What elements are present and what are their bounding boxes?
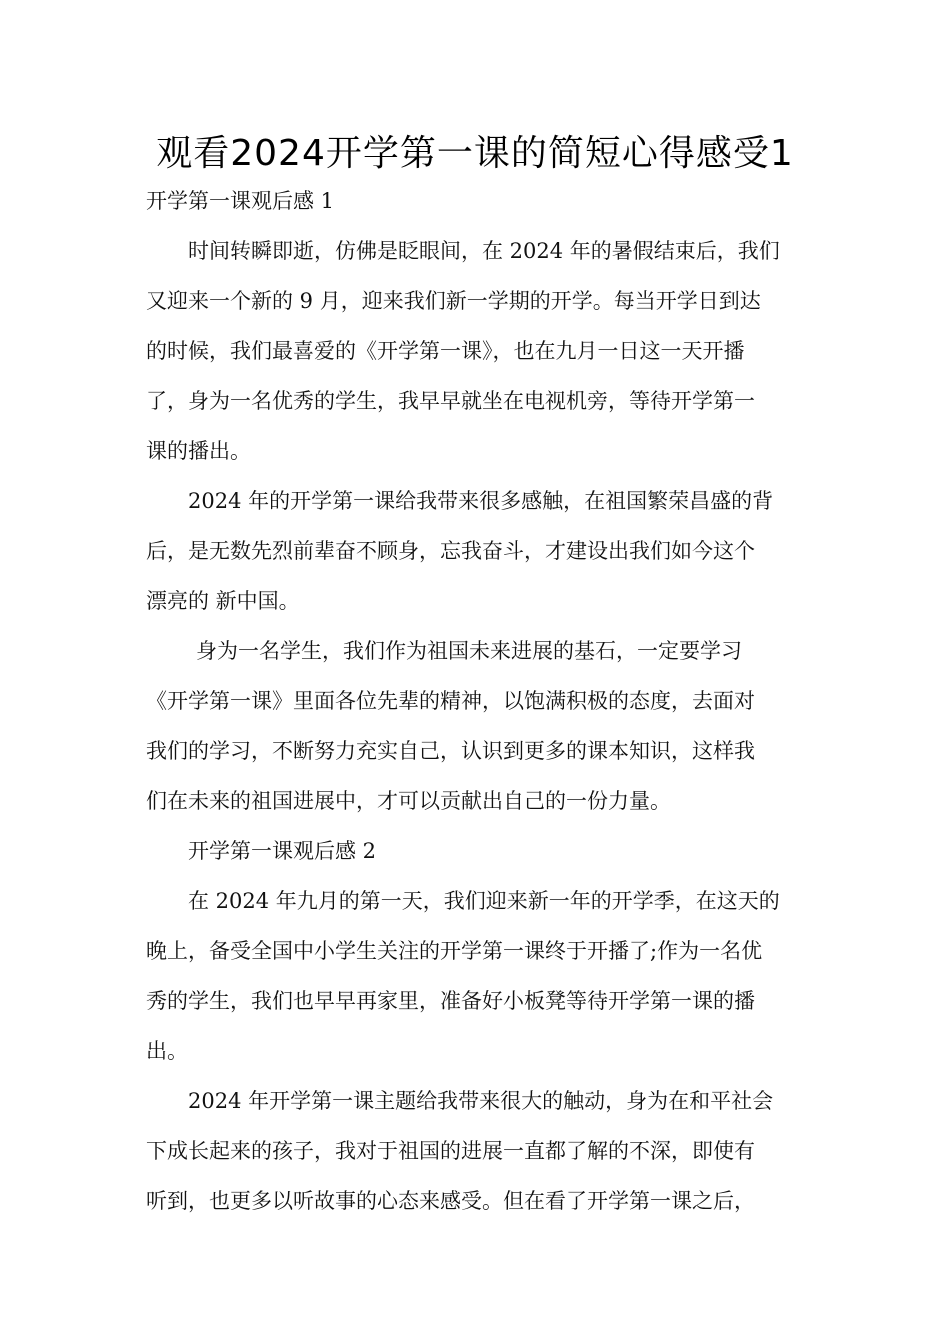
paragraph-line: 的时候，我们最喜爱的《开学第一课》，也在九月一日这一天开播 <box>146 339 745 363</box>
paragraph-line: 我们的学习，不断努力充实自己，认识到更多的课本知识，这样我 <box>146 739 755 763</box>
paragraph-line: 时间转瞬即逝，仿佛是眨眼间，在 2024 年的暑假结束后，我们 <box>188 239 780 263</box>
paragraph-line: 漂亮的 新中国。 <box>146 589 300 613</box>
paragraph-line: 下成长起来的孩子，我对于祖国的进展一直都了解的不深，即使有 <box>146 1139 755 1163</box>
paragraph-line: 晚上，备受全国中小学生关注的开学第一课终于开播了;作为一名优 <box>146 939 763 963</box>
paragraph-line: 后，是无数先烈前辈奋不顾身，忘我奋斗，才建设出我们如今这个 <box>146 539 755 563</box>
section-heading-1: 开学第一课观后感 1 <box>146 189 335 213</box>
section-heading-2: 开学第一课观后感 2 <box>188 839 377 863</box>
paragraph-line: 在 2024 年九月的第一天，我们迎来新一年的开学季，在这天的 <box>188 889 780 913</box>
paragraph-line: 们在未来的祖国进展中，才可以贡献出自己的一份力量。 <box>146 789 671 813</box>
paragraph-line: 了，身为一名优秀的学生，我早早就坐在电视机旁，等待开学第一 <box>146 389 755 413</box>
paragraph-line: 课的播出。 <box>146 439 251 463</box>
paragraph-line: 《开学第一课》里面各位先辈的精神，以饱满积极的态度，去面对 <box>146 689 755 713</box>
paragraph-line: 又迎来一个新的 9 月，迎来我们新一学期的开学。每当开学日到达 <box>146 289 761 313</box>
paragraph-line: 身为一名学生，我们作为祖国未来进展的基石，一定要学习 <box>196 639 742 663</box>
paragraph-line: 听到，也更多以听故事的心态来感受。但在看了开学第一课之后， <box>146 1189 755 1213</box>
document-title: 观看2024开学第一课的简短心得感受1 <box>156 133 794 174</box>
paragraph-line: 出。 <box>146 1039 188 1063</box>
paragraph-line: 秀的学生，我们也早早再家里，准备好小板凳等待开学第一课的播 <box>146 989 755 1013</box>
paragraph-line: 2024 年开学第一课主题给我带来很大的触动，身为在和平社会 <box>188 1089 774 1113</box>
paragraph-line: 2024 年的开学第一课给我带来很多感触，在祖国繁荣昌盛的背 <box>188 489 774 513</box>
